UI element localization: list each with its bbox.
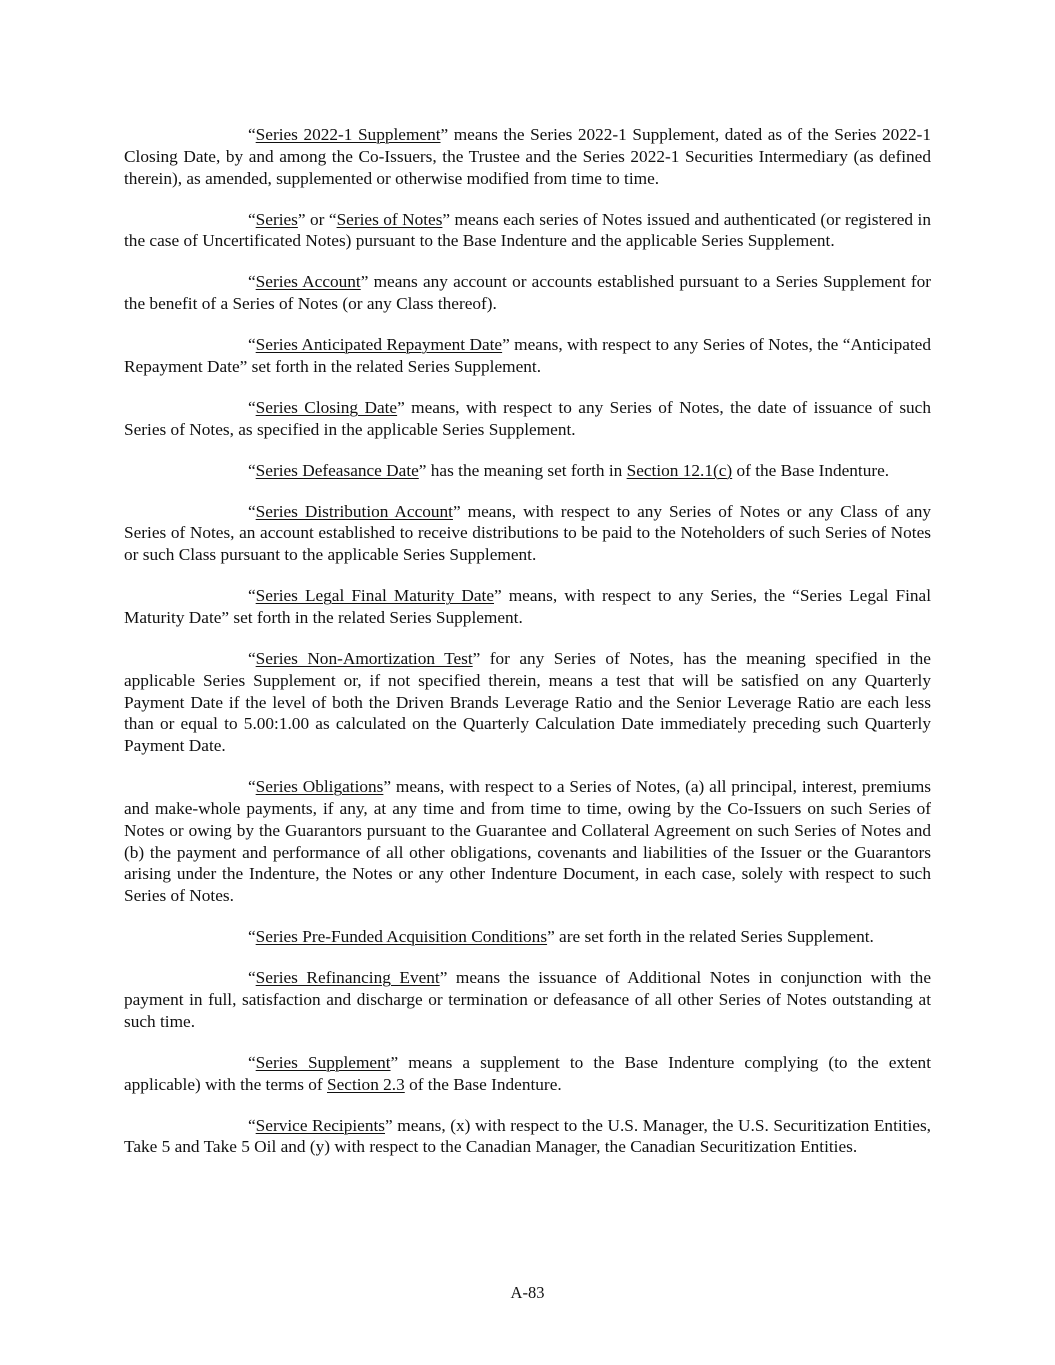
definition-text: ” means the issuance of Additional Notes in conjunction with the payment in full, satisfaction and discharge or termination or defeasance of all other Series of Notes outstanding at such time. [124,968,931,1031]
open-quote: “ [248,1052,256,1072]
definition-series-obligations [124,776,931,907]
definition-series-legal-final-maturity-date [124,585,931,629]
page-number: A-83 [510,1283,545,1302]
open-quote: “ [248,1115,256,1135]
defined-term: Series Non-Amortization Test [255,649,473,669]
open-quote: “ [248,649,256,669]
defined-term: Series Account [255,272,361,292]
definition-series-closing-date [124,397,931,441]
definition-text: ” means, with respect to any Series of Notes, the date of issuance of such Series of Notes, as specified in the applicable Series Supplement. [124,397,931,439]
definition-text: ” means any account or accounts established pursuant to a Series Supplement for the benefit of a Series of Notes (or any Class thereof). [124,272,931,314]
definition-text: ” means the Series 2022-1 Supplement, dated as of the Series 2022-1 Closing Date, by and among the Co-Issuers, the Trustee and the Series 2022-1 Securities Intermediary (as defined therein), as amended, supplemented or otherwise modified from time to time. [124,125,932,188]
definition-tail: of the Base Indenture. [732,460,890,480]
definition-text: ” means each series of Notes issued and authenticated (or registered in the case of Uncertificated Notes) pursuant to the Base Indenture and the applicable Series Supplement. [124,209,931,251]
definition-series-2022-1-supplement [124,124,931,189]
term-connector: ” or “ [297,209,337,229]
open-quote: “ [248,586,256,606]
definition-series-pre-funded-acquisition-conditions [124,926,931,948]
definition-text: ” means, with respect to any Series of Notes, the “Anticipated Repayment Date” set forth in the related Series Supplement. [124,335,931,376]
open-quote: “ [248,209,256,229]
definition-series-distribution-account [124,501,931,566]
definition-series-anticipated-repayment-date [124,334,931,378]
document-page [124,124,931,1177]
defined-term: Series Legal Final Maturity Date [255,586,495,606]
defined-term: Series Pre-Funded Acquisition Conditions [255,927,548,947]
definition-text: ” means, with respect to any Series, the “Series Legal Final Maturity Date” set forth in the related Series Supplement. [124,586,931,628]
defined-term: Service Recipients [255,1115,386,1135]
defined-term: Series Refinancing Event [255,968,440,988]
defined-term: Series Supplement [255,1052,391,1072]
definition-text: ” has the meaning set forth in [418,460,627,480]
open-quote: “ [248,125,256,144]
open-quote: “ [248,501,256,521]
definition-text: ” are set forth in the related Series Supplement. [547,927,874,947]
definition-text: ” means a supplement to the Base Indenture complying (to the extent applicable) with the terms of [124,1052,931,1094]
definition-text: ” means, with respect to a Series of Notes, (a) all principal, interest, premiums and make-whole payments, if any, at any time and from time to time, owing by the Co-Issuers on such Series of Notes or owing by the Guarantors pursuant to the Guarantee and Collateral Agreement on such Series of Notes and (b) the payment and performance of all other obligations, covenants and liabilities of the Issuer or the Guarantors arising under the Indenture, the Notes or any other Indenture Document, in each case, solely with respect to such Series of Notes. [124,777,931,906]
section-reference: Section 2.3 [327,1074,405,1094]
open-quote: “ [248,335,256,355]
definition-series-non-amortization-test [124,648,931,757]
definition-series-refinancing-event [124,967,931,1032]
defined-term: Series Defeasance Date [255,460,419,480]
definition-series-supplement [124,1052,931,1096]
defined-term: Series 2022-1 Supplement [255,125,441,144]
defined-term-alt: Series of Notes [336,209,443,229]
defined-term: Series Distribution Account [255,501,453,521]
definition-service-recipients [124,1115,931,1159]
open-quote: “ [248,460,256,480]
definition-text: ” means, (x) with respect to the U.S. Manager, the U.S. Securitization Entities, Take 5 and Take 5 Oil and (y) with respect to the Canadian Manager, the Canadian Securitization Entities. [124,1115,931,1157]
open-quote: “ [248,397,256,417]
section-reference: Section 12.1(c) [626,460,733,480]
open-quote: “ [248,968,256,988]
open-quote: “ [248,927,256,947]
definition-tail: of the Base Indenture. [404,1074,562,1094]
definition-text: ” for any Series of Notes, has the meaning specified in the applicable Series Supplement or, if not specified therein, means a test that will be satisfied on any Quarterly Payment Date if the level of both the Driven Brands Leverage Ratio and the Senior Leverage Ratio are each less than or equal to 5.00:1.00 as calculated on the Quarterly Calculation Date immediately preceding such Quarterly Payment Date. [124,649,931,756]
open-quote: “ [248,777,256,797]
definition-series-account [124,271,931,315]
defined-term: Series [255,209,298,229]
open-quote: “ [248,272,256,292]
definition-series-defeasance-date [124,460,931,482]
definition-series [124,209,931,253]
defined-term: Series Closing Date [255,397,398,417]
defined-term: Series Anticipated Repayment Date [255,335,503,355]
definition-text: ” means, with respect to any Series of Notes or any Class of any Series of Notes, an account established to receive distributions to be paid to the Noteholders of such Series of Notes or such Class pursuant to the applicable Series Supplement. [124,501,931,565]
defined-term: Series Obligations [255,777,384,797]
